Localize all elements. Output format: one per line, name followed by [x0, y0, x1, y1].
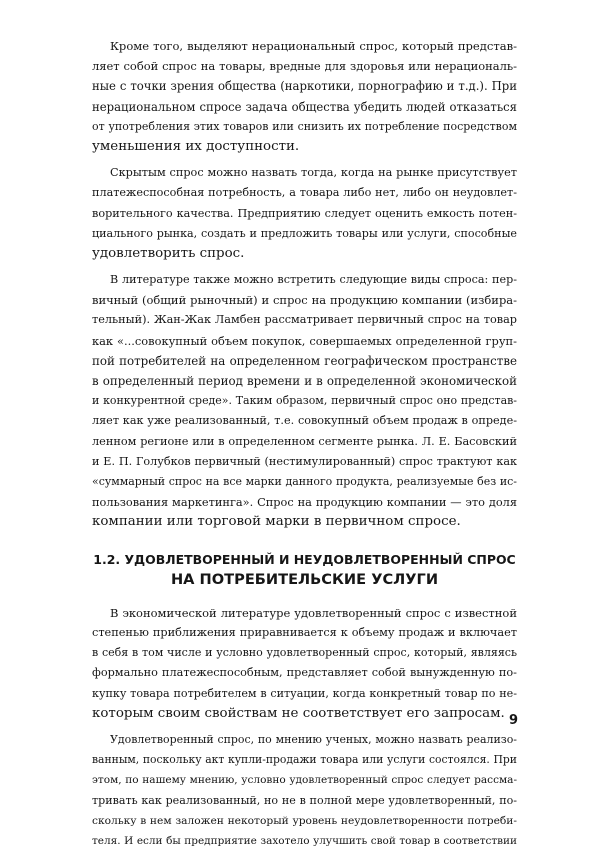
text-line: степенью приближения приравнивается к объему продаж и включает — [92, 626, 517, 640]
text-line: ванным, поскольку акт купли-продажи товара или услуги состоялся. При — [92, 753, 517, 767]
text-line: ленном регионе или в определенном сегменте рынка. Л. Е. Басовский — [92, 434, 517, 448]
paragraph-satisfied-demand — [92, 603, 517, 724]
text-line: этом, по нашему мнению, условно удовлетворенный спрос следует рассма- — [92, 774, 517, 787]
text-line: от употребления этих товаров или снизить их потребление посредством — [92, 119, 517, 133]
text-line: пой потребителей на определенном географическом пространстве — [92, 353, 517, 368]
text-line: циального рынка, создать и предложить товары или услуги, способные — [92, 226, 517, 240]
text-line: удовлетворить спрос. — [92, 245, 245, 261]
text-line: теля. И если бы предприятие захотело улучшить свой товар в соответствии — [92, 834, 517, 847]
text-line: купку товара потребителем в ситуации, когда конкретный товар по не- — [92, 686, 517, 700]
text-line: пользования маркетинга». Спрос на продукцию компании — это доля — [92, 495, 517, 510]
text-line: В литературе также можно встретить следующие виды спроса: пер- — [110, 273, 517, 287]
text-line: ные с точки зрения общества (наркотики, порнографию и т.д.). При — [92, 79, 517, 94]
text-body — [92, 36, 517, 851]
text-line: ляет как уже реализованный, т.е. совокупный объем продаж в опреде- — [92, 414, 517, 428]
text-line: нерациональном спросе задача общества убедить людей отказаться — [92, 99, 517, 114]
text-line: которым своим свойствам не соответствует его запросам. — [92, 705, 505, 721]
text-line: формально платежеспособным, представляет собой вынужденную по- — [92, 666, 517, 680]
text-line: тривать как реализованный, но не в полной мере удовлетворенный, по- — [92, 793, 517, 807]
section-heading-line-2: НА ПОТРЕБИТЕЛЬСКИЕ УСЛУГИ — [170, 570, 439, 588]
section-heading-line-1: 1.2. УДОВЛЕТВОРЕННЫЙ И НЕУДОВЛЕТВОРЕННЫЙ СПРОС — [93, 551, 516, 567]
text-line: «суммарный спрос на все марки данного продукта, реализуемые без ис- — [92, 474, 517, 488]
paragraph-hidden-demand — [92, 163, 517, 264]
text-line: скольку в нем заложен некоторый уровень неудовлетворенности потреби- — [92, 813, 517, 827]
text-line: уменьшения их доступности. — [92, 138, 300, 154]
text-line: платежеспособная потребность, а товара либо нет, либо он неудовлет- — [92, 186, 517, 200]
paragraph-primary-demand — [92, 270, 517, 532]
text-line: в определенный период времени и в определенной экономической — [92, 374, 517, 388]
page-number: 9 — [508, 713, 518, 728]
text-line: тельный). Жан-Жак Ламбен рассматривает первичный спрос на товар — [92, 313, 517, 327]
paragraph-realized-demand — [92, 730, 517, 851]
text-line: В экономической литературе удовлетворенный спрос с известной — [110, 605, 517, 620]
text-line: ляет собой спрос на товары, вредные для здоровья или нерациональ- — [92, 59, 517, 74]
text-line: Скрытым спрос можно назвать тогда, когда на рынке присутствует — [110, 166, 517, 180]
text-line: и Е. П. Голубков первичный (нестимулированный) спрос трактуют как — [92, 454, 517, 468]
paragraph-irrational-demand — [92, 36, 517, 157]
text-line: Удовлетворенный спрос, по мнению ученых, можно назвать реализо- — [110, 733, 517, 746]
text-line: Кроме того, выделяют нерациональный спрос, который представ- — [110, 39, 517, 53]
text-line: как «...совокупный объем покупок, совершаемых определенной груп- — [92, 333, 517, 348]
text-line: и конкурентной среде». Таким образом, первичный спрос оно представ- — [92, 394, 517, 408]
section-heading — [92, 549, 517, 589]
text-line: компании или торговой марки в первичном спросе. — [92, 514, 461, 530]
text-line: в себя в том числе и условно удовлетворенный спрос, который, являясь — [92, 646, 517, 660]
text-line: ворительного качества. Предприятию следует оценить емкость потен- — [92, 206, 517, 220]
text-line: вичный (общий рыночный) и спрос на продукцию компании (избира- — [92, 293, 517, 308]
